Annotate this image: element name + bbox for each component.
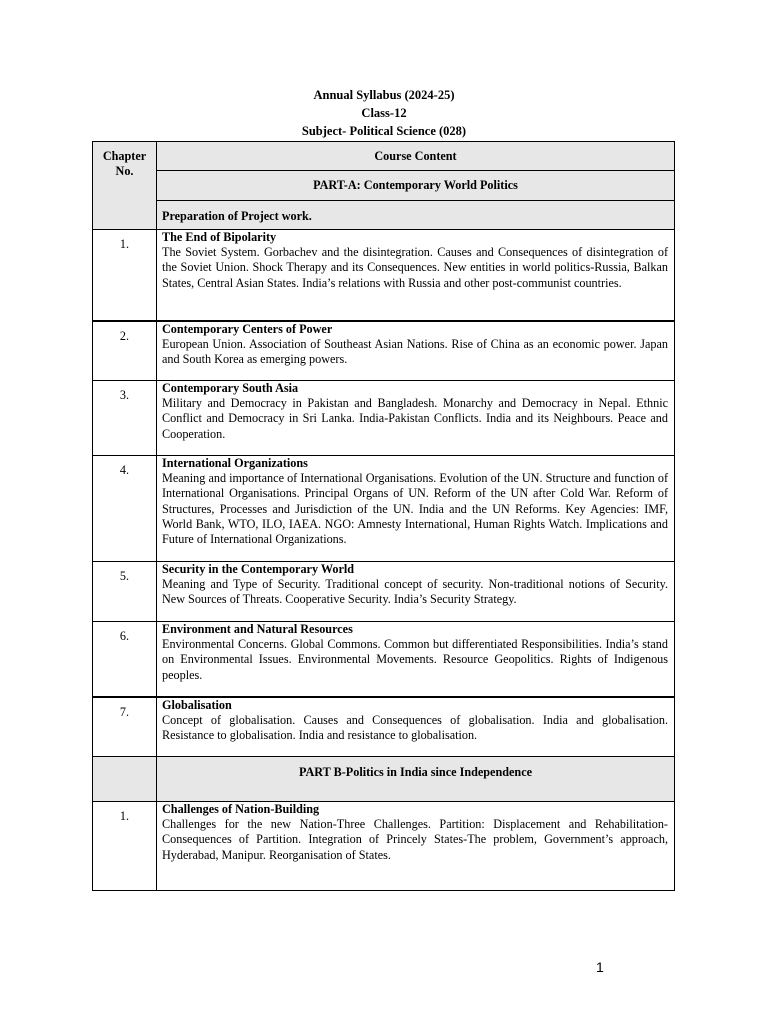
chapter-content <box>157 230 675 321</box>
table-row <box>93 562 675 622</box>
chapter-description: European Union. Association of Southeast Asian Nations. Rise of China as an economic power. Japan and South Korea as emerging powers. <box>162 336 668 366</box>
table-row <box>93 230 675 321</box>
chapter-title: International Organizations <box>162 456 308 470</box>
part-b-spacer <box>93 757 157 802</box>
chapter-content <box>157 697 675 757</box>
table-row <box>93 802 675 891</box>
chapter-number: 1. <box>93 230 157 321</box>
chapter-number: 1. <box>93 802 157 891</box>
syllabus-title: Annual Syllabus (2024-25) <box>313 88 455 102</box>
chapter-content <box>157 321 675 381</box>
chapter-title: Environment and Natural Resources <box>162 622 353 636</box>
table-row <box>93 697 675 757</box>
chapter-content <box>157 802 675 891</box>
project-work-row: Preparation of Project work. <box>157 201 675 230</box>
class-line: Class-12 <box>361 106 407 120</box>
syllabus-table <box>92 141 675 891</box>
chapter-number: 7. <box>93 697 157 757</box>
chapter-description: Military and Democracy in Pakistan and Bangladesh. Monarchy and Democracy in Nepal. Ethnic Conflict and Democracy in Sri Lanka. India-Pakistan Conflicts. India and its Neighbours. Peace and Cooperation. <box>162 396 668 441</box>
chapter-number: 5. <box>93 562 157 622</box>
chapter-number: 2. <box>93 321 157 381</box>
chapter-description: Concept of globalisation. Causes and Consequences of globalisation. India and globalisation. Resistance to globalisation. India and resistance to globalisation. <box>162 712 668 742</box>
chapter-description: Meaning and importance of International Organisations. Evolution of the UN. Structure and function of International Organisations. Principal Organs of UN. Reform of the UN after Cold War. Reform of Structures, Processes and Jurisdiction of the UN. India and the UN Reforms. Key Agencies: IMF, World Bank, WTO, ILO, IAEA. NGO: Amnesty International, Human Rights Watch. Implications and Future of International Organizations. <box>162 471 668 547</box>
chapter-title: The End of Bipolarity <box>162 230 277 244</box>
chapter-description: The Soviet System. Gorbachev and the disintegration. Causes and Consequences of disintegration of the Soviet Union. Shock Therapy and its Consequences. New entities in world politics-Russia, Balkan States, Central Asian States. India’s relations with Russia and other post-communist countries. <box>162 245 668 290</box>
document-header <box>0 86 768 140</box>
chapter-content <box>157 562 675 622</box>
chapter-title: Challenges of Nation-Building <box>162 802 320 816</box>
chapter-content <box>157 381 675 456</box>
chapter-content <box>157 456 675 562</box>
chapter-title: Contemporary South Asia <box>162 381 299 395</box>
chapter-title: Security in the Contemporary World <box>162 562 355 576</box>
part-a-heading: PART-A: Contemporary World Politics <box>157 171 675 201</box>
table-row <box>93 456 675 562</box>
table-row <box>93 321 675 381</box>
chapter-number: 4. <box>93 456 157 562</box>
chapter-description: Environmental Concerns. Global Commons. Common but differentiated Responsibilities. India’s stand on Environmental Issues. Environmental Movements. Resource Geopolitics. Rights of Indigenous peoples. <box>162 637 668 682</box>
chapter-title: Globalisation <box>162 697 232 712</box>
table-row <box>93 381 675 456</box>
course-content-header: Course Content <box>157 142 675 171</box>
part-b-heading: PART B-Politics in India since Independence <box>157 757 675 802</box>
table-row <box>93 622 675 697</box>
chapter-title: Contemporary Centers of Power <box>162 321 333 336</box>
chapter-description: Meaning and Type of Security. Traditional concept of security. Non-traditional notions of Security. New Sources of Threats. Cooperative Security. India’s Security Strategy. <box>162 577 668 607</box>
chapter-content <box>157 622 675 697</box>
subject-line: Subject- Political Science (028) <box>301 124 467 138</box>
chapter-number: 6. <box>93 622 157 697</box>
chapter-description: Challenges for the new Nation-Three Challenges. Partition: Displacement and Rehabilitation-Consequences of Partition. Integration of Princely States-The problem, Government’s approach, Hyderabad, Manipur. Reorganisation of States. <box>162 817 668 862</box>
page-number: 1 <box>596 959 604 975</box>
chapter-no-header: Chapter No. <box>93 142 157 230</box>
chapter-number: 3. <box>93 381 157 456</box>
